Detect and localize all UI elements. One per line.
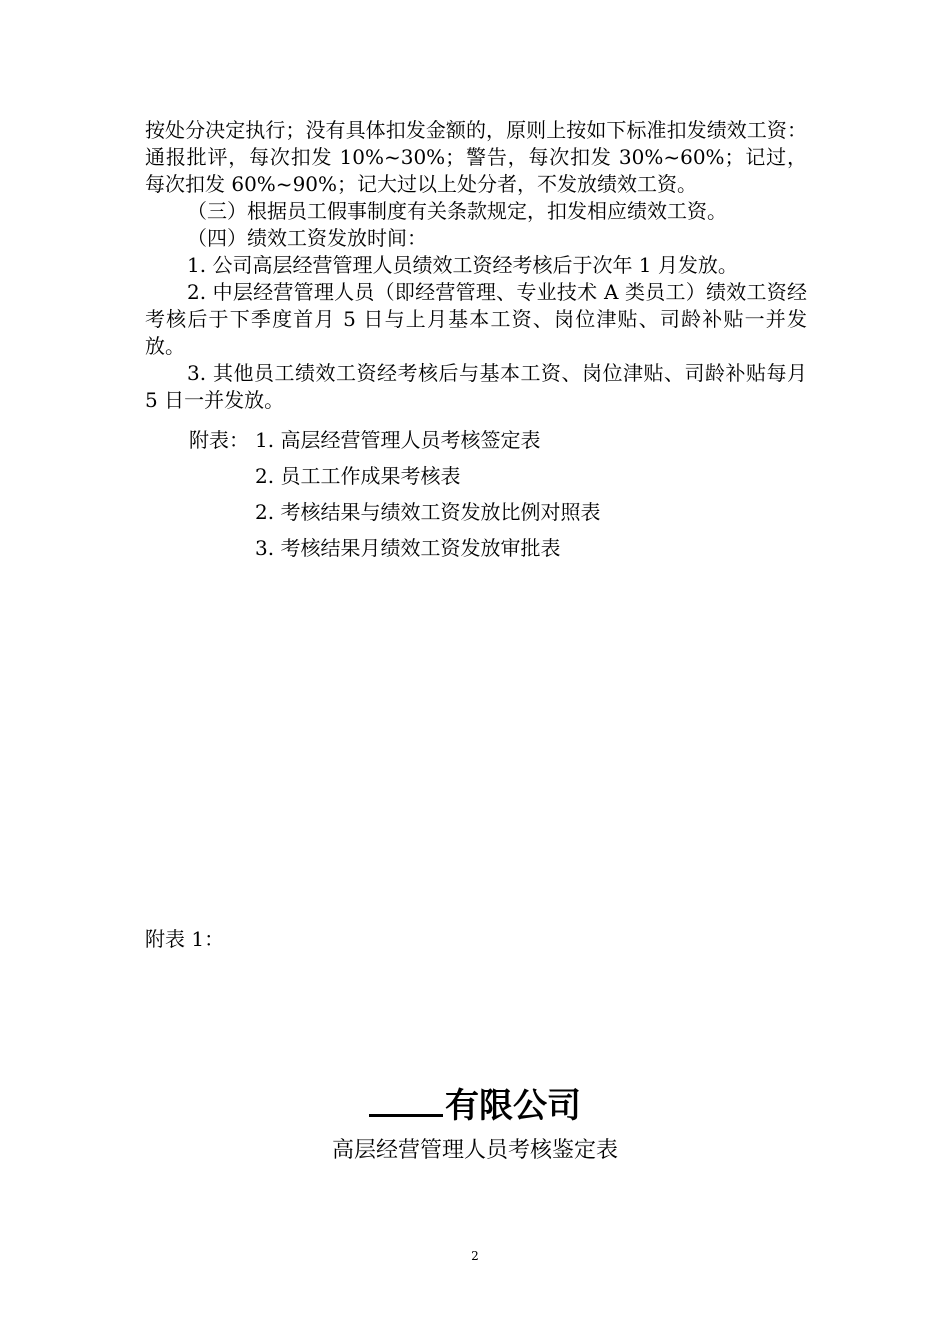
list-item	[189, 458, 600, 494]
body-text	[145, 117, 807, 414]
page-number: 2	[471, 1249, 479, 1263]
paragraph-payment-time-heading: （四）绩效工资发放时间：	[187, 226, 427, 250]
list-item	[189, 530, 600, 566]
list-item	[189, 422, 600, 458]
form-subtitle: 高层经营管理人员考核鉴定表	[331, 1138, 618, 1163]
attachment-list	[189, 422, 600, 566]
attachment-item: 1. 高层经营管理人员考核签定表	[255, 428, 541, 452]
paragraph-other-payment: 3. 其他员工绩效工资经考核后与基本工资、岗位津贴、司龄补贴每月 5 日一并发放。	[145, 361, 807, 412]
company-title	[0, 1078, 950, 1130]
appendix-label: 附表 1：	[145, 927, 225, 951]
paragraph-middle-payment: 2. 中层经营管理人员（即经营管理、专业技术 A 类员工）绩效工资经考核后于下季度首月 5 日与上月基本工资、岗位津贴、司龄补贴一并发放。	[145, 280, 807, 358]
paragraph-deduction-standard: 按处分决定执行；没有具体扣发金额的，原则上按如下标准扣发绩效工资：通报批评，每次扣发 10%~30%；警告，每次扣发 30%~60%；记过，每次扣发 60%~90%；记大过以上处分者，不发放绩效工资。	[145, 118, 807, 196]
company-title-text: 有限公司	[445, 1086, 581, 1126]
paragraph-leave-deduction: （三）根据员工假事制度有关条款规定，扣发相应绩效工资。	[187, 199, 727, 223]
attachment-item: 2. 考核结果与绩效工资发放比例对照表	[255, 500, 601, 524]
attachment-item: 2. 员工工作成果考核表	[255, 464, 461, 488]
paragraph-senior-payment: 1. 公司高层经营管理人员绩效工资经考核后于次年 1 月发放。	[187, 253, 738, 277]
attachment-item: 3. 考核结果月绩效工资发放审批表	[255, 536, 561, 560]
list-item	[189, 494, 600, 530]
company-name-blank	[369, 1078, 443, 1117]
attachment-heading: 附表：	[189, 428, 249, 452]
